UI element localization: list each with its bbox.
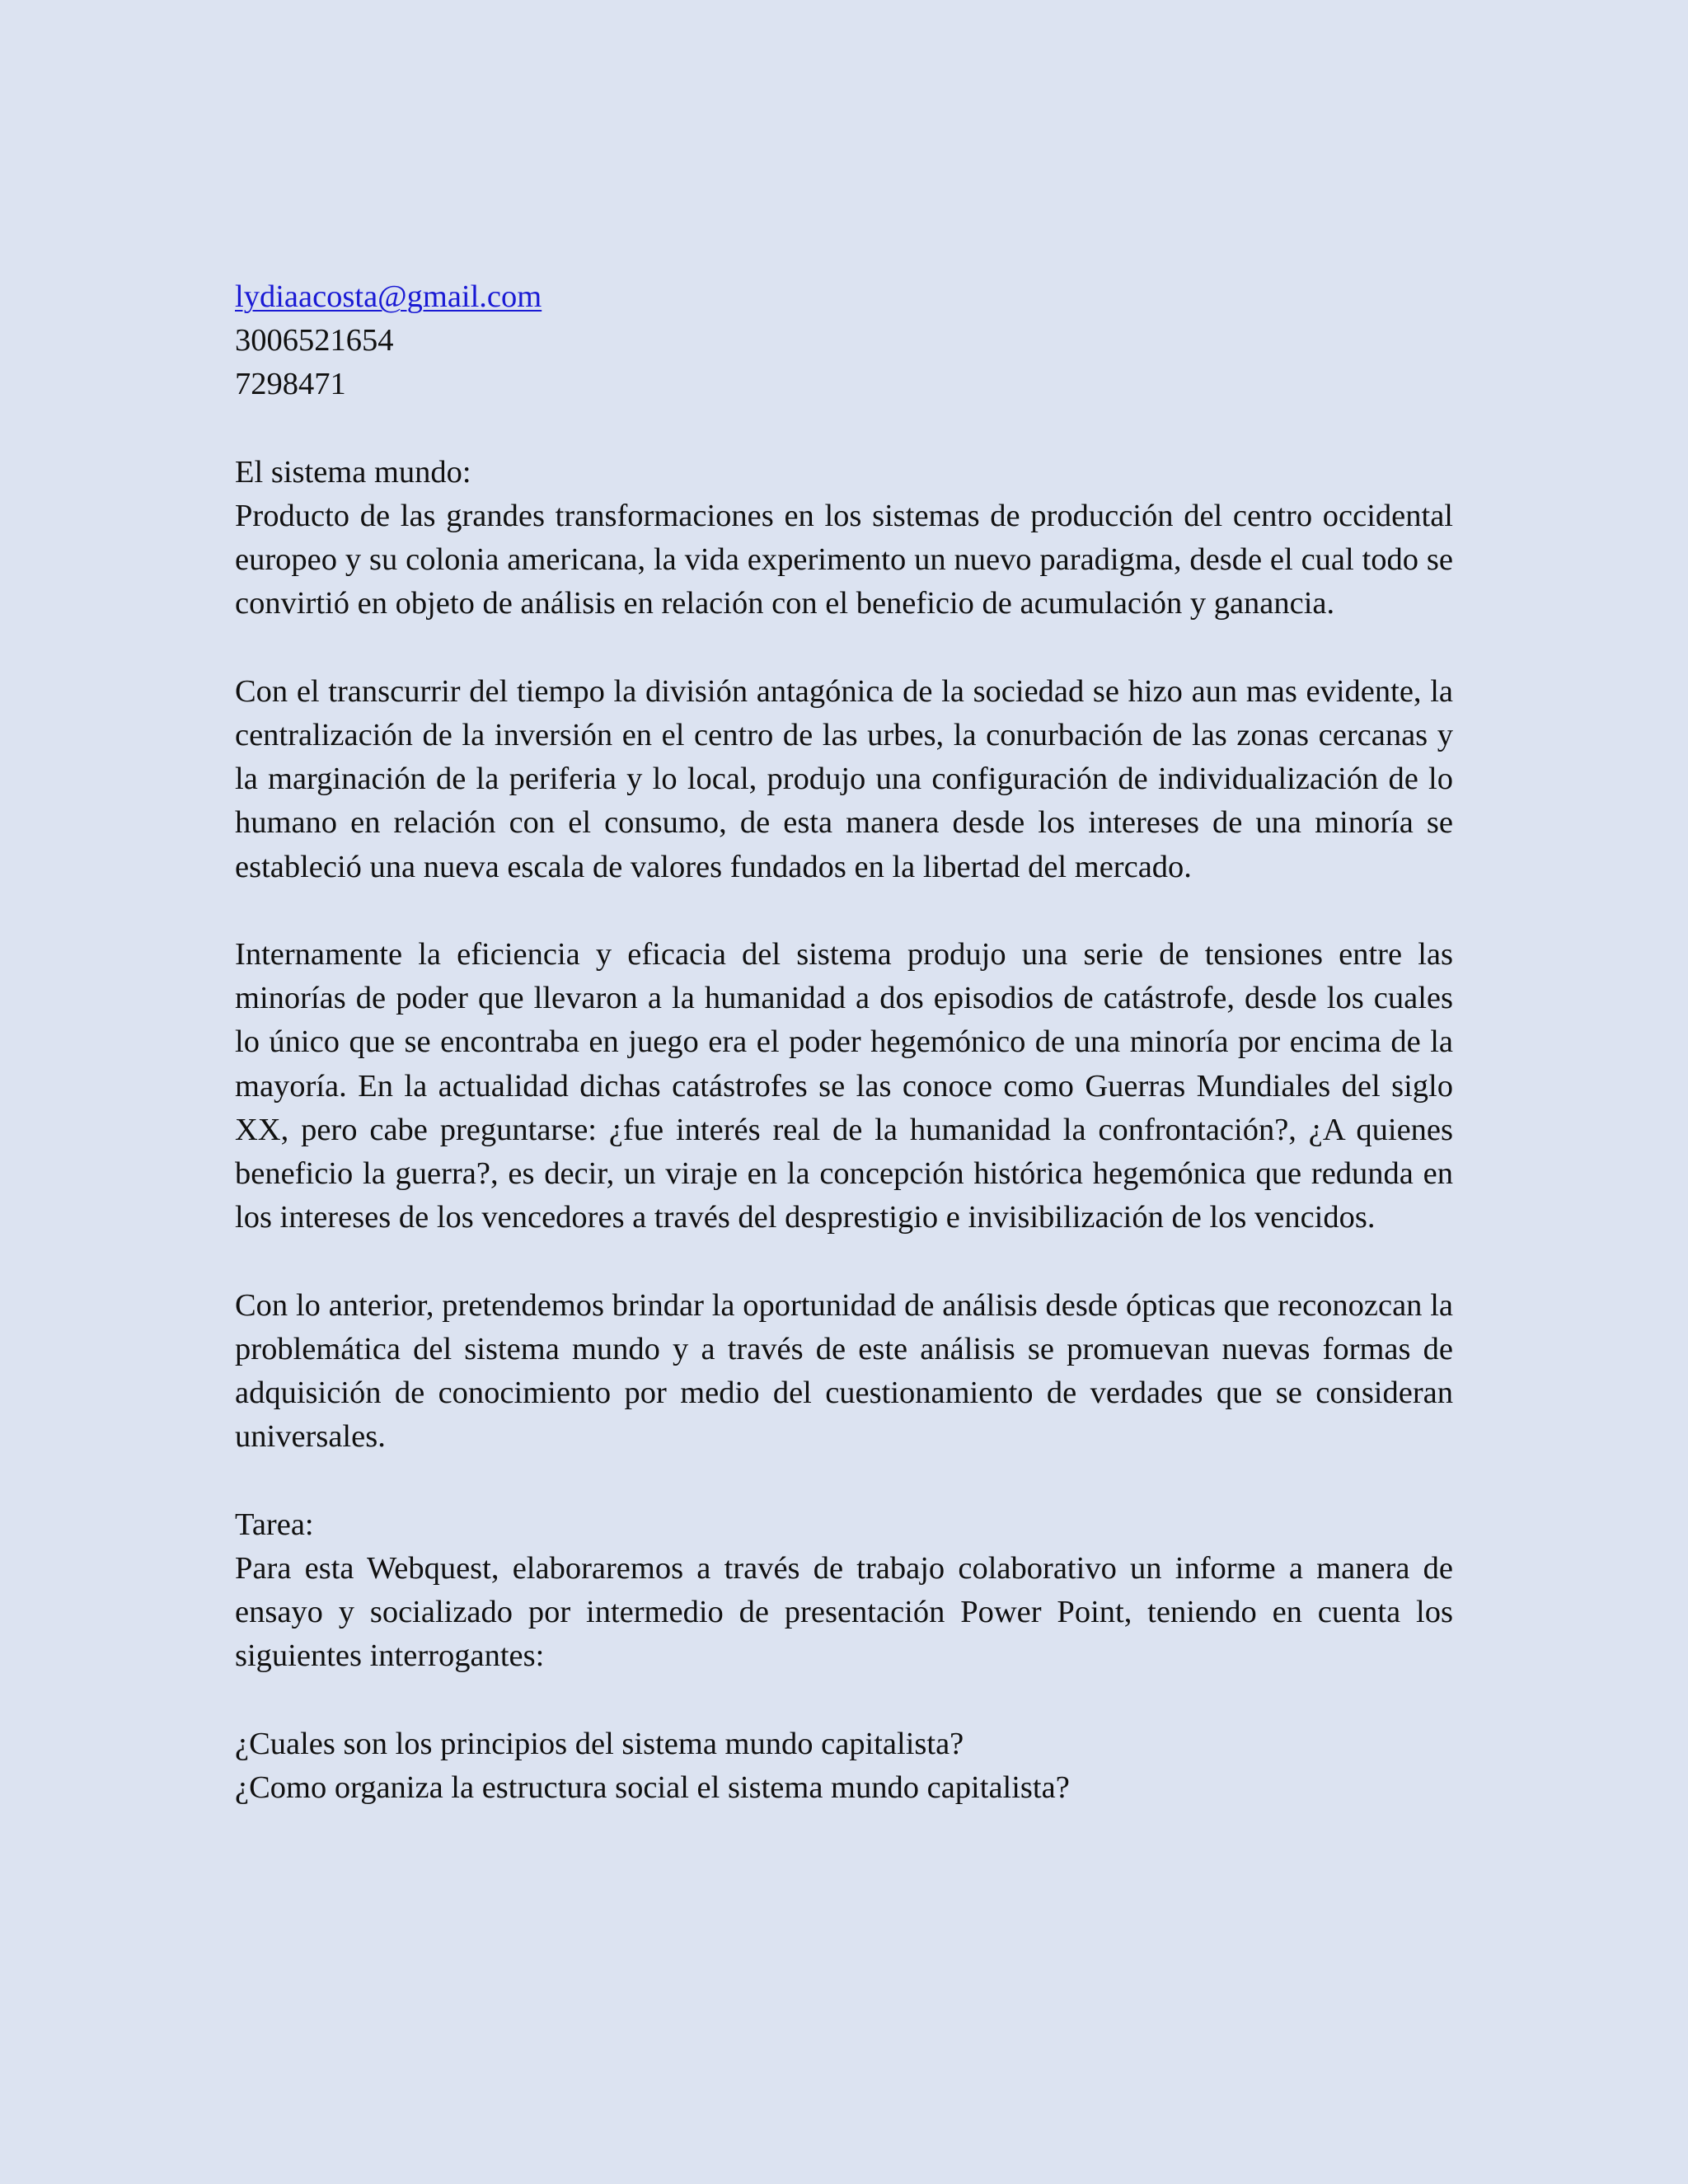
spacer bbox=[235, 889, 1453, 933]
body-paragraph-2: Internamente la eficiencia y eficacia del sistema produjo una serie de tensiones entre las minorías de poder que llevaron a la humanidad a dos episodios de catástrofe, desde los cuales lo único que se encontraba en juego era el poder hegemónico de una minoría por encima de la mayoría. En la actualidad dichas catástrofes se las conoce como Guerras Mundiales del siglo XX, pero cabe preguntarse: ¿fue interés real de la humanidad la confrontación?, ¿A quienes beneficio la guerra?, es decir, un viraje en la concepción histórica hegemónica que redunda en los intereses de los vencedores a través del desprestigio e invisibilización de los vencidos. bbox=[235, 937, 1453, 1235]
spacer bbox=[235, 407, 1453, 451]
spacer bbox=[235, 626, 1453, 670]
section-heading-sistema-mundo: El sistema mundo: bbox=[235, 454, 471, 490]
spacer bbox=[235, 1459, 1453, 1502]
body-paragraph-1: Con el transcurrir del tiempo la división antagónica de la sociedad se hizo aun mas evidente, la centralización de la inversión en el centro de las urbes, la conurbación de las zonas cercanas y la marginación de la periferia y lo local, produjo una configuración de individualización de lo humano en relación con el consumo, de esta manera desde los intereses de una minoría se estableció una nueva escala de valores fundados en la libertad del mercado. bbox=[235, 673, 1453, 884]
section-heading-tarea: Tarea: bbox=[235, 1507, 314, 1542]
spacer bbox=[235, 1678, 1453, 1722]
phone-mobile: 3006521654 bbox=[235, 323, 394, 359]
spacer bbox=[235, 1240, 1453, 1283]
intro-paragraph: Producto de las grandes transformaciones en los sistemas de producción del centro occidental europeo y su colonia americana, la vida experimento un nuevo paradigma, desde el cual todo se convirtió en objeto de análisis en relación con el beneficio de acumulación y ganancia. bbox=[235, 499, 1453, 621]
task-paragraph: Para esta Webquest, elaboraremos a través de trabajo colaborativo un informe a manera de ensayo y socializado por intermedio de presentación Power Point, teniendo en cuenta los siguientes interrogantes: bbox=[235, 1550, 1453, 1674]
body-paragraph-3: Con lo anterior, pretendemos brindar la oportunidad de análisis desde ópticas que reconozcan la problemática del sistema mundo y a través de este análisis se promuevan nuevas formas de adquisición de conocimiento por medio del cuestionamiento de verdades que se consideran universales. bbox=[235, 1287, 1453, 1455]
email-link[interactable]: lydiaacosta@gmail.com bbox=[235, 279, 542, 314]
question-item-2: ¿Como organiza la estructura social el sistema mundo capitalista? bbox=[235, 1769, 1070, 1805]
question-item-1: ¿Cuales son los principios del sistema mundo capitalista? bbox=[235, 1726, 964, 1761]
phone-home: 7298471 bbox=[235, 367, 346, 402]
document-body bbox=[235, 275, 1453, 1810]
